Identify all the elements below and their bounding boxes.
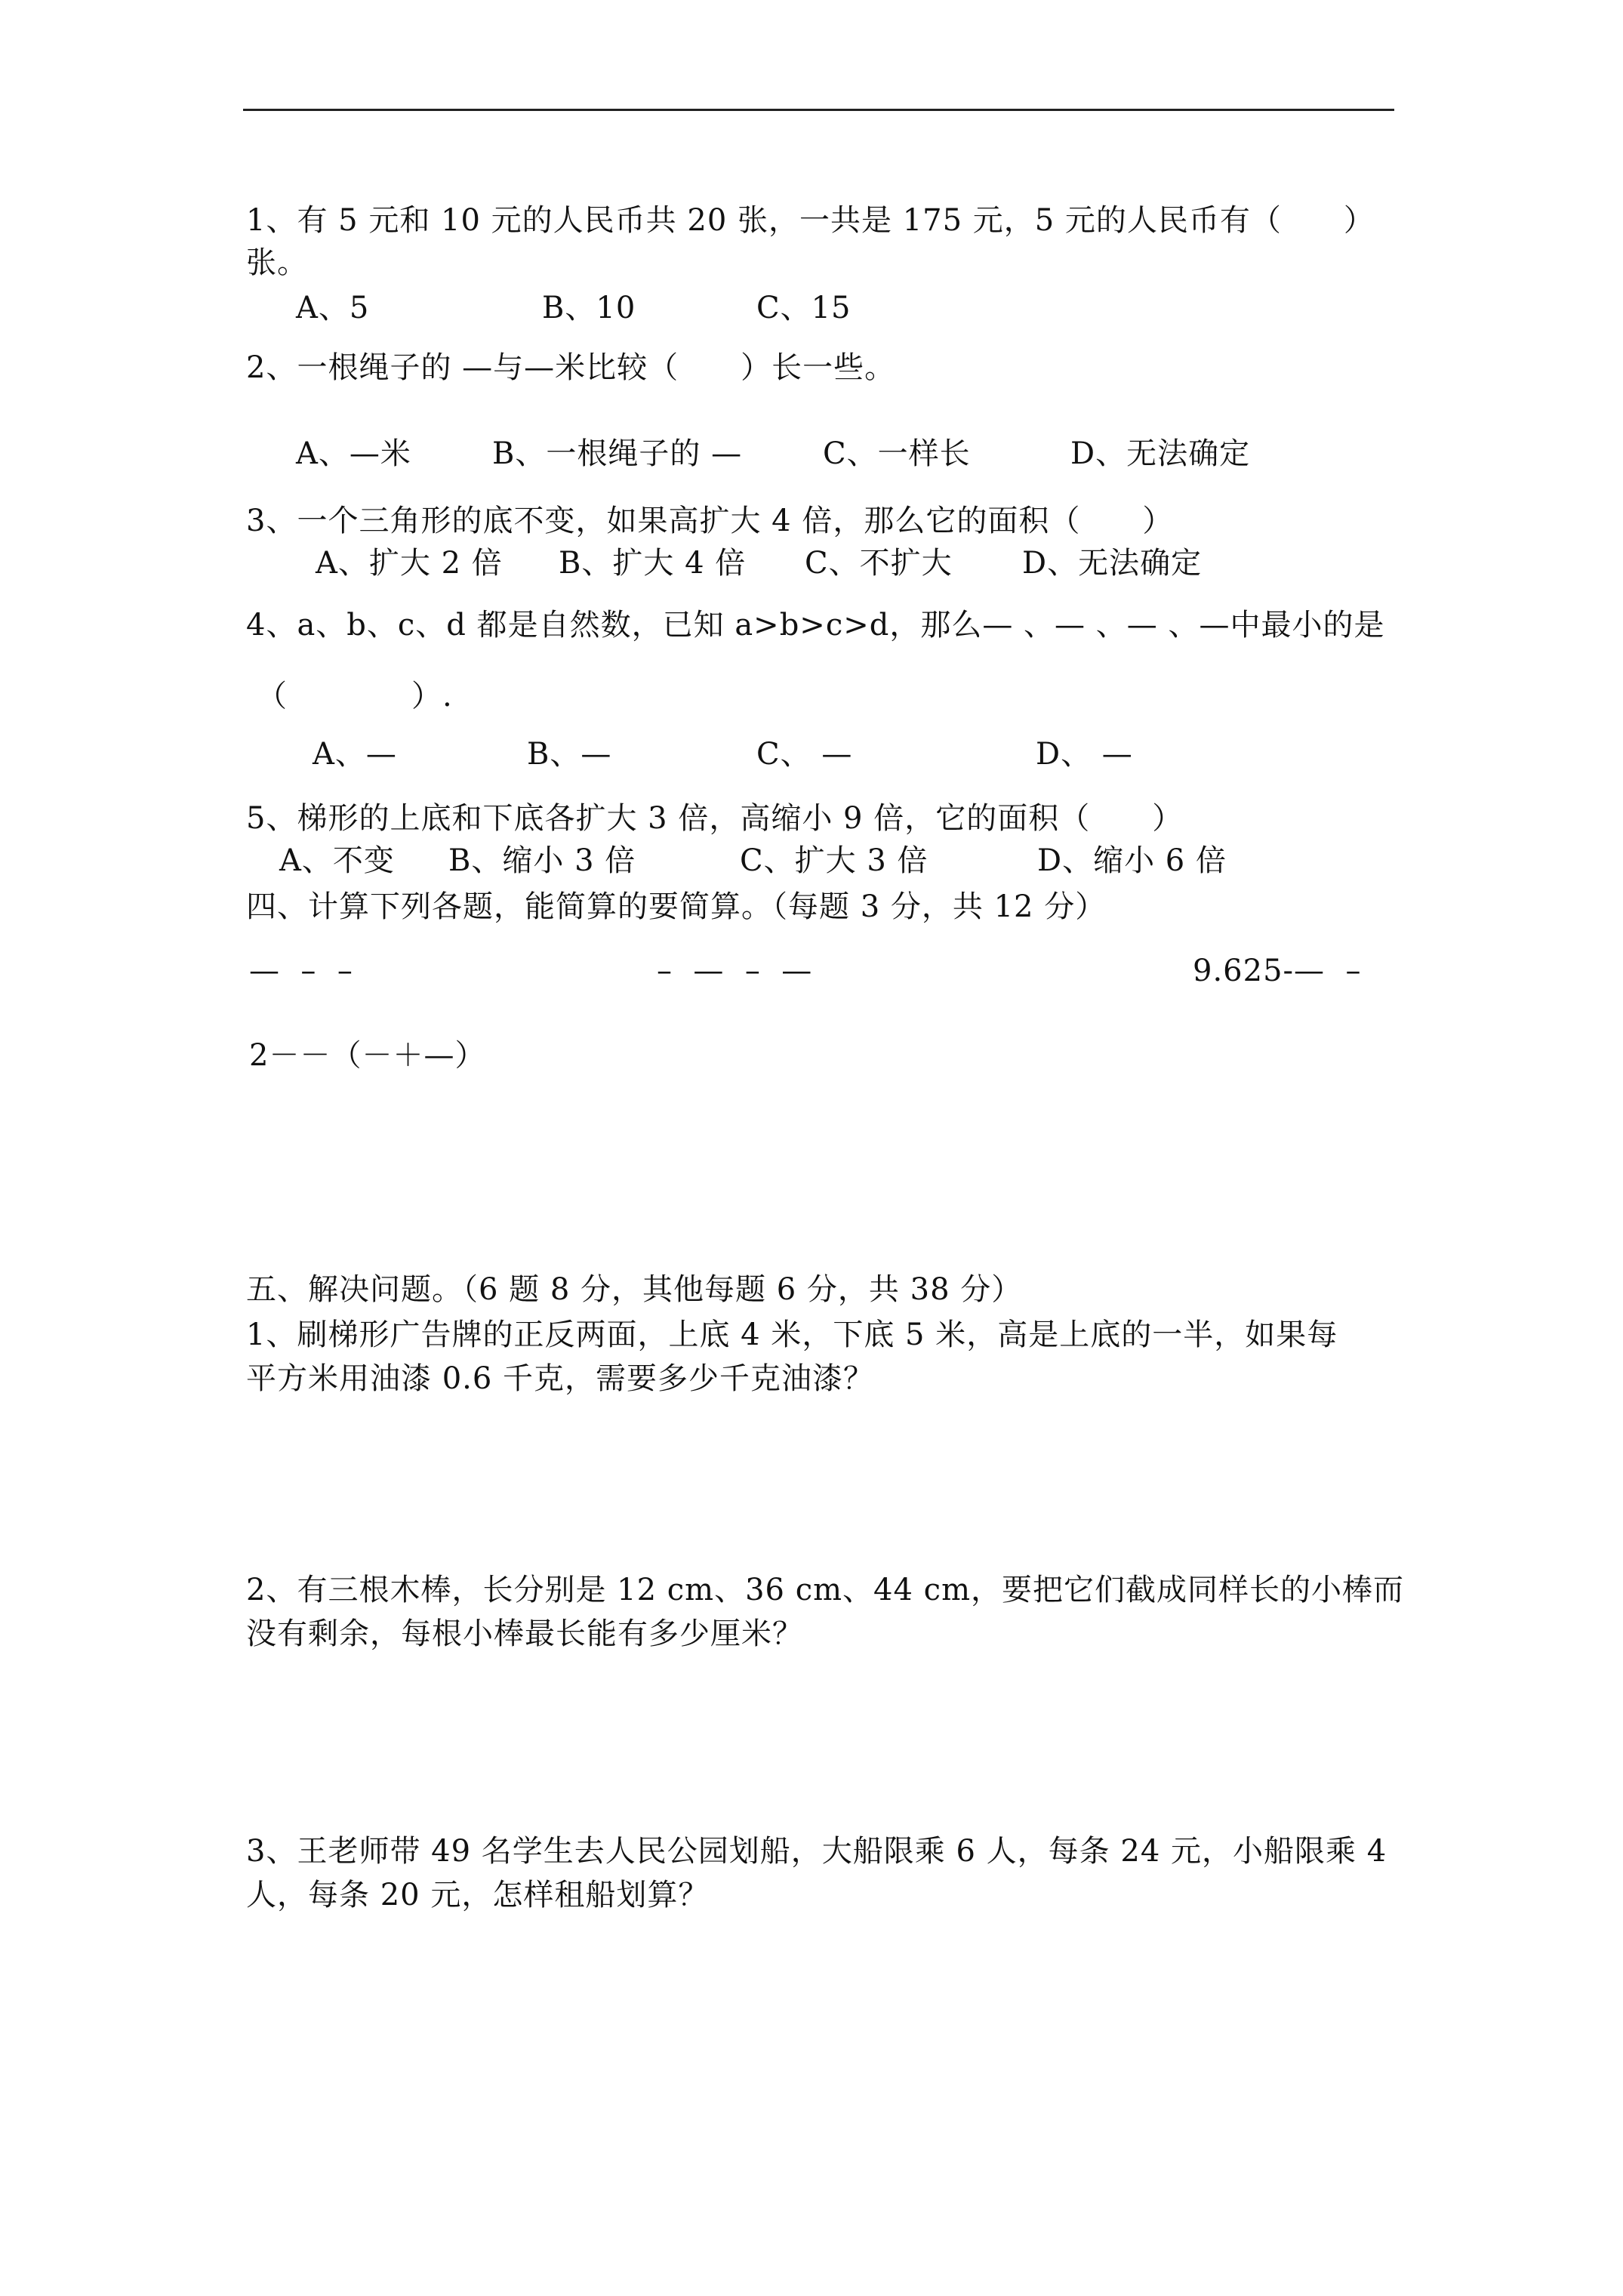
q1-stem-line1: 1、有 5 元和 10 元的人民币共 20 张，一共是 175 元，5 元的人民币有（ ） — [246, 203, 1375, 238]
section5-heading: 五、解决问题。（6 题 8 分，其他每题 6 分，共 38 分） — [246, 1272, 1023, 1307]
q4-option-a: A、— — [313, 737, 397, 772]
calc-expression-1: — – – — [249, 954, 353, 988]
section4-heading: 四、计算下列各题，能简算的要简算。（每题 3 分，共 12 分） — [246, 889, 1107, 924]
q5-stem: 5、梯形的上底和下底各扩大 3 倍，高缩小 9 倍，它的面积（ ） — [246, 801, 1184, 836]
q3-option-b: B、扩大 4 倍 — [559, 546, 747, 581]
q2-option-a: A、—米 — [296, 436, 411, 471]
q5-option-c: C、扩大 3 倍 — [740, 843, 929, 878]
problem1-line2: 平方米用油漆 0.6 千克，需要多少千克油漆？ — [246, 1361, 875, 1396]
q3-option-a: A、扩大 2 倍 — [316, 546, 503, 581]
q5-option-b: B、缩小 3 倍 — [448, 843, 636, 878]
header-rule — [243, 109, 1394, 111]
q2-option-b: B、一根绳子的 — — [492, 436, 743, 471]
q4-option-b: B、— — [527, 737, 612, 772]
q2-stem: 2、一根绳子的 —与—米比较（ ）长一些。 — [246, 350, 896, 385]
q5-option-d: D、缩小 6 倍 — [1037, 843, 1227, 878]
calc-expression-4: 2－－（－＋—） — [249, 1038, 486, 1073]
q3-option-c: C、不扩大 — [805, 546, 953, 581]
problem3-line2: 人，每条 20 元，怎样租船划算？ — [246, 1878, 710, 1912]
q3-stem: 3、一个三角形的底不变，如果高扩大 4 倍，那么它的面积（ ） — [246, 504, 1174, 538]
problem2-line2: 没有剩余，每根小棒最长能有多少厘米？ — [246, 1616, 803, 1651]
q1-option-c: C、15 — [756, 291, 852, 325]
q4-stem-line1: 4、a、b、c、d 都是自然数，已知 a>b>c>d，那么— 、— 、— 、—中最小的是 — [246, 608, 1385, 643]
q2-option-c: C、一样长 — [823, 436, 971, 471]
q3-option-d: D、无法确定 — [1022, 546, 1203, 581]
q4-option-d: D、 — — [1036, 737, 1133, 772]
calc-expression-3: 9.625-— – — [1193, 954, 1362, 988]
q1-option-b: B、10 — [542, 291, 636, 325]
q4-stem-line2: （ ）. — [257, 679, 453, 713]
problem3-line1: 3、王老师带 49 名学生去人民公园划船，大船限乘 6 人，每条 24 元，小船限乘 4 — [246, 1834, 1387, 1869]
q1-stem-line2: 张。 — [246, 245, 308, 280]
problem2-line1: 2、有三根木棒，长分别是 12 cm、36 cm、44 cm，要把它们截成同样长的小棒而 — [246, 1573, 1404, 1607]
q4-option-c: C、 — — [756, 737, 853, 772]
q5-option-a: A、不变 — [279, 843, 395, 878]
q1-option-a: A、5 — [296, 291, 370, 325]
calc-expression-2: – — – — — [657, 954, 813, 988]
problem1-line1: 1、刷梯形广告牌的正反两面，上底 4 米，下底 5 米，高是上底的一半，如果每 — [246, 1318, 1338, 1352]
q2-option-d: D、无法确定 — [1070, 436, 1251, 471]
